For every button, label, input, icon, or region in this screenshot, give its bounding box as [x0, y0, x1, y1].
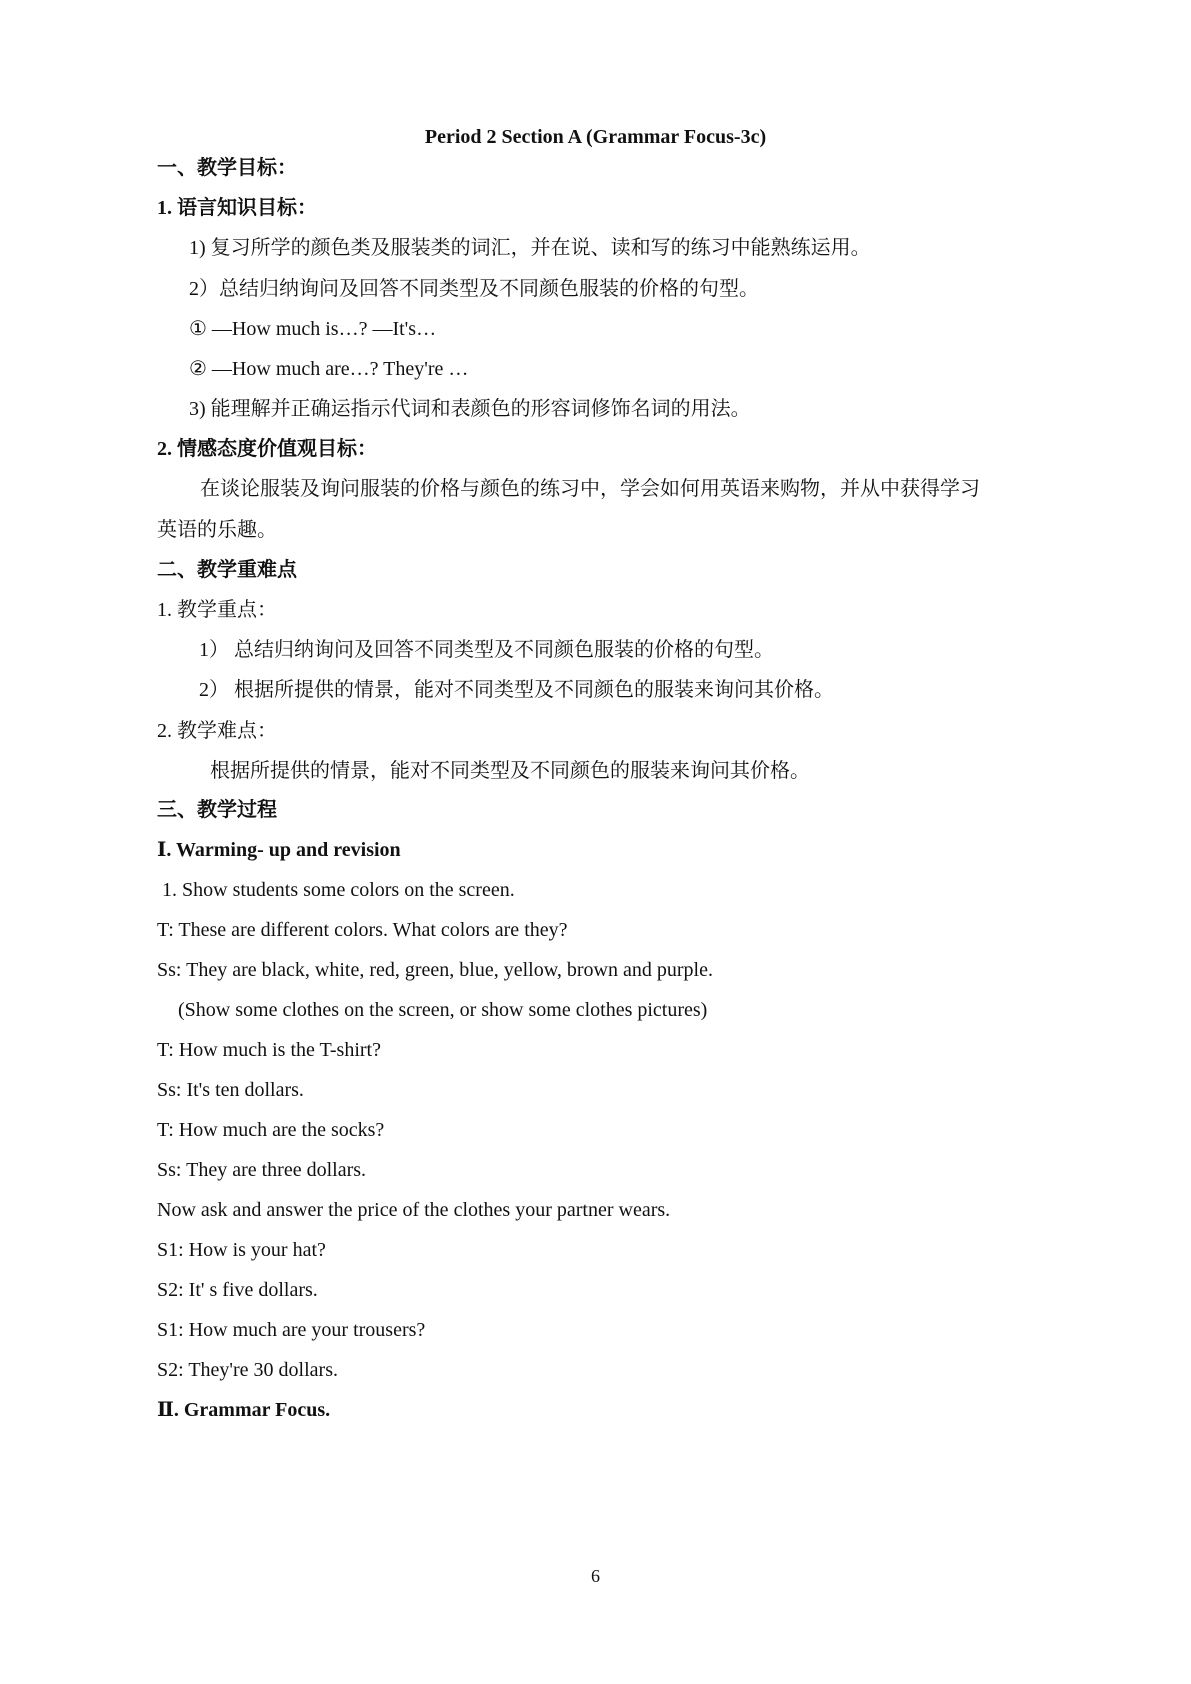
dialogue-line: S2: It' s five dollars.: [157, 1279, 318, 1301]
dialogue-line: 1. Show students some colors on the screen.: [162, 879, 515, 901]
page-number: 6: [591, 1566, 600, 1586]
section-heading-key-points: 二、教学重难点: [157, 559, 297, 581]
document-title: Period 2 Section A (Grammar Focus-3c): [424, 126, 767, 148]
dialogue-line: Now ask and answer the price of the clothes your partner wears.: [157, 1199, 671, 1221]
dialogue-line: Ss: They are three dollars.: [157, 1159, 367, 1181]
dialogue-line: T: How much is the T-shirt?: [157, 1039, 381, 1061]
objective-item: ② —How much are…? They're …: [189, 358, 469, 380]
dialogue-line: T: These are different colors. What colors are they?: [157, 919, 568, 941]
subheading-difficult-points: 2. 教学难点：: [157, 720, 277, 742]
part-heading-warming-up: Ⅰ. Warming- up and revision: [157, 839, 401, 861]
dialogue-line: S1: How much are your trousers?: [157, 1319, 426, 1341]
paragraph-line: 在谈论服装及询问服装的价格与颜色的练习中，学会如何用英语来购物，并从中获得学习: [200, 478, 980, 500]
subheading-language-knowledge: 1. 语言知识目标：: [157, 197, 317, 219]
dialogue-line: S1: How is your hat?: [157, 1239, 326, 1261]
subheading-emotional-goals: 2. 情感态度价值观目标：: [157, 438, 377, 460]
part-heading-grammar-focus: Ⅱ. Grammar Focus.: [157, 1399, 331, 1421]
objective-item: ① —How much is…? —It's…: [189, 318, 437, 340]
objective-item: 1) 复习所学的颜色类及服装类的词汇，并在说、读和写的练习中能熟练运用。: [189, 237, 871, 259]
objective-item: 2）总结归纳询问及回答不同类型及不同颜色服装的价格的句型。: [189, 278, 759, 300]
subheading-key-points: 1. 教学重点：: [157, 599, 277, 621]
dialogue-line: T: How much are the socks?: [157, 1119, 385, 1141]
key-point-item: 1） 总结归纳询问及回答不同类型及不同颜色服装的价格的句型。: [199, 639, 774, 661]
paragraph-line: 英语的乐趣。: [157, 519, 277, 541]
dialogue-line: S2: They're 30 dollars.: [157, 1359, 338, 1381]
key-point-item: 2） 根据所提供的情景，能对不同类型及不同颜色的服装来询问其价格。: [199, 679, 834, 701]
dialogue-line: Ss: They are black, white, red, green, blue, yellow, brown and purple.: [157, 959, 713, 981]
dialogue-line: Ss: It's ten dollars.: [157, 1079, 304, 1101]
objective-item: 3) 能理解并正确运指示代词和表颜色的形容词修饰名词的用法。: [189, 398, 751, 420]
difficult-point-text: 根据所提供的情景，能对不同类型及不同颜色的服装来询问其价格。: [210, 760, 810, 782]
section-heading-objectives: 一、教学目标：: [157, 157, 297, 179]
dialogue-line: (Show some clothes on the screen, or show some clothes pictures): [178, 999, 708, 1021]
section-heading-process: 三、教学过程: [157, 799, 277, 821]
